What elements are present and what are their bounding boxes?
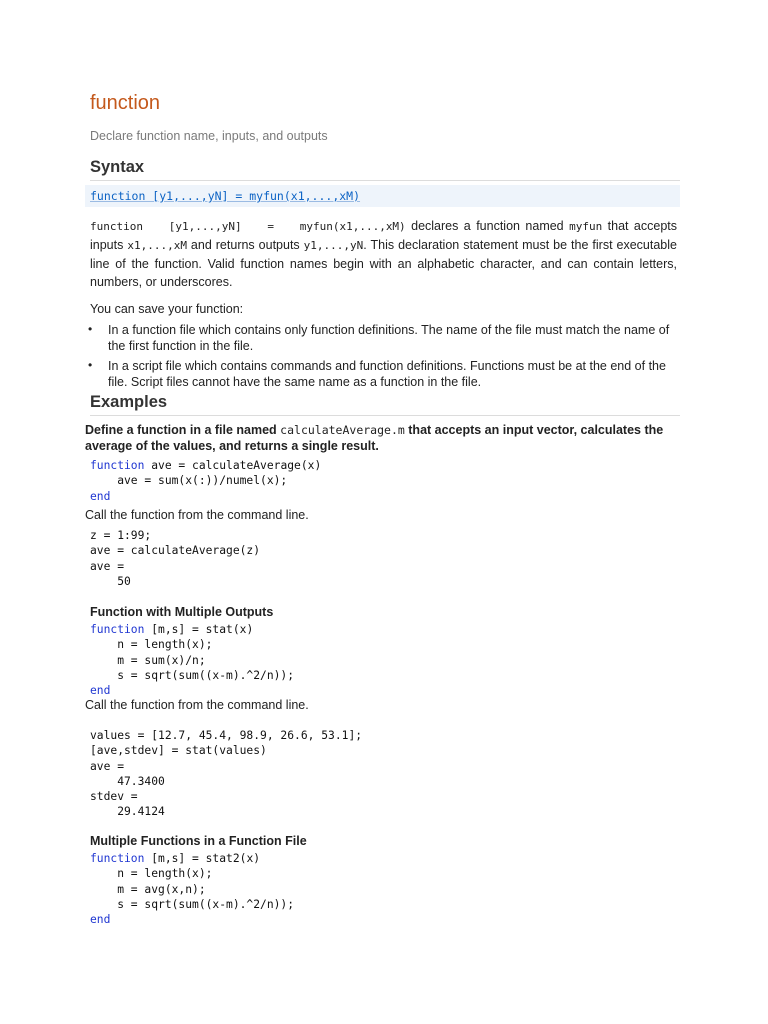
code-body: n = length(x); m = avg(x,n); s = sqrt(sum((x-m).^2/n)); [117,867,295,911]
syntax-divider [90,180,680,181]
syntax-signature-link[interactable]: function [y1,...,yN] = myfun(x1,...,xM) [90,189,361,203]
example-3-function-code [90,851,294,927]
example-3-heading: Multiple Functions in a Function File [90,834,307,848]
example-1-heading [85,422,678,454]
bullet-marker: • [88,358,93,372]
example-1-call-code: z = 1:99; ave = calculateAverage(z) ave = 50 [90,529,261,588]
example-2-call-code: values = [12.7, 45.4, 98.9, 26.6, 53.1]; [ave,stdev] = stat(values) ave = 47.3400 stdev = 29.4124 [90,729,363,819]
example-1-function-code [90,458,321,504]
desc-outputs: y1,...,yN [303,239,364,252]
bullet-marker: • [88,322,93,336]
code-body: n = length(x); m = sum(x)/n; s = sqrt(sum((x-m).^2/n)); [117,638,295,682]
example-1-filename: calculateAverage.m [280,423,405,437]
examples-divider [90,415,680,416]
example-1-heading-text-2: that accepts an input vector, calculates the average of the values, and returns a single result. [85,423,664,453]
code-line: [m,s] = stat2(x) [144,852,261,865]
code-keyword: end [90,684,111,698]
page-subtitle: Declare function name, inputs, and outputs [90,129,328,143]
code-keyword: end [90,489,111,503]
code-line: ave = sum(x(:))/numel(x); [90,474,288,488]
desc-text-4: . This declaration statement must be the first executable line of the function. Valid function names begin with an alphabetic character, and can contain letters, numbers, or underscores. [90,238,677,289]
example-1-heading-text-1: Define a function in a file named [85,423,281,437]
examples-heading: Examples [90,393,168,411]
desc-text-3: and returns outputs [186,238,304,252]
page-title: function [90,92,161,114]
code-line: [m,s] = stat(x) [144,623,254,636]
save-option-script-file: In a script file which contains commands and function definitions. Functions must be at the end of the file. Script files cannot have the same name as a function in the file. [108,359,666,389]
code-keyword: function [90,852,145,865]
example-2-call-text: Call the function from the command line. [85,698,309,712]
save-option-function-file: In a function file which contains only function definitions. The name of the file must match the name of the first function in the file. [108,323,670,353]
code-keyword: function [90,459,145,472]
example-1-call-text: Call the function from the command line. [85,508,309,522]
syntax-heading: Syntax [90,158,145,176]
code-keyword: end [90,913,111,927]
code-line: ave = calculateAverage(x) [144,459,322,472]
desc-text-2: that accepts inputs [90,219,678,252]
desc-inputs: x1,...,xM [127,239,187,252]
desc-code: function [y1,...,yN] = myfun(x1,...,xM) [90,220,406,233]
example-2-function-code [90,622,294,698]
desc-text-1: declares a function named [405,219,570,233]
save-intro: You can save your function: [90,302,244,316]
desc-myfun: myfun [569,220,603,233]
code-keyword: function [90,623,145,636]
syntax-description [90,217,677,291]
example-2-heading: Function with Multiple Outputs [90,605,274,619]
